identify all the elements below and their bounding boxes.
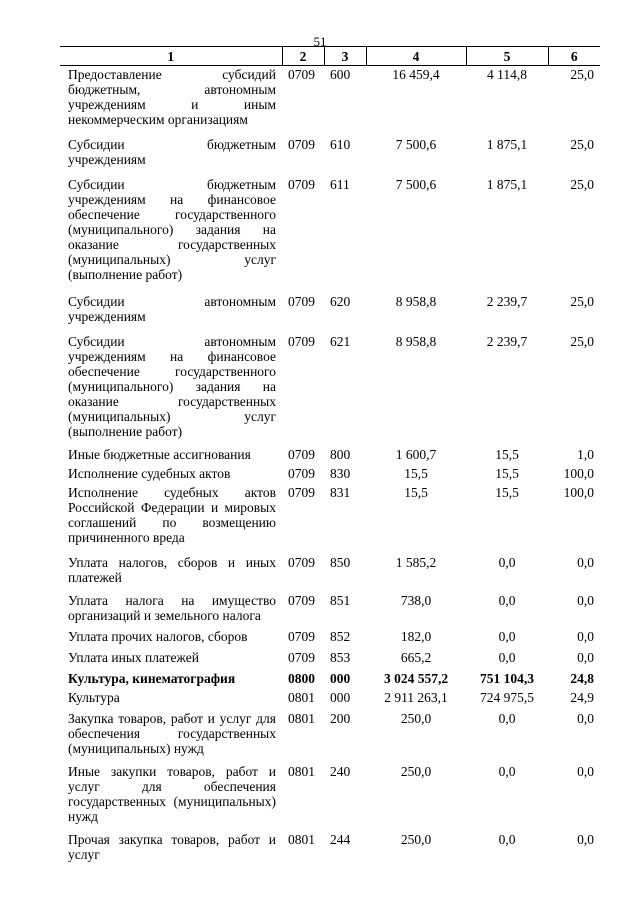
table-row bbox=[60, 167, 600, 282]
row-plan-cell: 8 958,8 bbox=[395, 294, 437, 309]
column-header-2: 2 bbox=[282, 47, 324, 66]
table-row bbox=[60, 282, 600, 324]
row-plan-cell: 8 958,8 bbox=[395, 334, 437, 349]
row-percent-cell: 0,0 bbox=[577, 555, 594, 570]
row-plan-cell: 250,0 bbox=[400, 832, 432, 847]
row-plan-cell: 3 024 557,2 bbox=[383, 671, 449, 686]
row-section-cell: 0709 bbox=[288, 447, 315, 462]
row-percent-cell: 0,0 bbox=[577, 832, 594, 847]
row-name-cell: Иные бюджетные ассигнования bbox=[68, 447, 251, 462]
table-row bbox=[60, 585, 600, 623]
row-section-cell: 0709 bbox=[288, 555, 315, 570]
row-section-cell: 0709 bbox=[288, 485, 315, 500]
row-plan-cell: 1 600,7 bbox=[395, 447, 437, 462]
row-section-cell: 0801 bbox=[288, 690, 315, 705]
row-name-cell: Субсидии бюджетным учреждениям bbox=[68, 137, 276, 167]
row-type-cell: 800 bbox=[330, 447, 351, 462]
row-plan-cell: 2 911 263,1 bbox=[384, 690, 448, 705]
row-section-cell: 0709 bbox=[288, 466, 315, 481]
row-section-cell: 0709 bbox=[288, 294, 315, 309]
row-actual-cell: 0,0 bbox=[498, 555, 516, 570]
row-percent-cell: 0,0 bbox=[577, 711, 594, 726]
row-actual-cell: 1 875,1 bbox=[486, 177, 528, 192]
row-plan-cell: 738,0 bbox=[400, 593, 432, 608]
column-header-6: 6 bbox=[548, 47, 600, 66]
table-header-row bbox=[60, 47, 600, 66]
row-plan-cell: 182,0 bbox=[400, 629, 432, 644]
row-type-cell: 852 bbox=[330, 629, 351, 644]
row-section-cell: 0709 bbox=[288, 67, 315, 82]
row-name-cell: Прочая закупка товаров, работ и услуг bbox=[68, 832, 276, 862]
row-plan-cell: 250,0 bbox=[400, 764, 432, 779]
page-number: 51 bbox=[313, 34, 327, 49]
row-percent-cell: 25,0 bbox=[570, 177, 594, 192]
table-row bbox=[60, 462, 600, 481]
row-section-cell: 0800 bbox=[288, 671, 315, 686]
row-section-cell: 0801 bbox=[288, 832, 315, 847]
row-actual-cell: 2 239,7 bbox=[486, 294, 528, 309]
row-section-cell: 0709 bbox=[288, 137, 315, 152]
row-type-cell: 000 bbox=[330, 671, 351, 686]
row-actual-cell: 0,0 bbox=[498, 711, 516, 726]
row-actual-cell: 0,0 bbox=[498, 629, 516, 644]
row-section-cell: 0709 bbox=[288, 629, 315, 644]
row-type-cell: 240 bbox=[330, 764, 351, 779]
row-name-cell: Исполнение судебных актов Российской Федерации и мировых соглашений по возмещению причиненного вреда bbox=[68, 485, 276, 545]
table-row bbox=[60, 665, 600, 686]
row-actual-cell: 15,5 bbox=[495, 485, 519, 500]
table-row bbox=[60, 545, 600, 585]
column-header-1: 1 bbox=[60, 47, 282, 66]
row-actual-cell: 15,5 bbox=[495, 447, 519, 462]
row-plan-cell: 15,5 bbox=[404, 466, 428, 481]
table-row bbox=[60, 756, 600, 824]
row-actual-cell: 0,0 bbox=[498, 764, 516, 779]
row-section-cell: 0709 bbox=[288, 177, 315, 192]
row-type-cell: 244 bbox=[330, 832, 351, 847]
row-name-cell: Иные закупки товаров, работ и услуг для обеспечения государственных (муниципальных) нужд bbox=[68, 764, 276, 824]
row-percent-cell: 0,0 bbox=[577, 764, 594, 779]
row-section-cell: 0709 bbox=[288, 334, 315, 349]
row-type-cell: 620 bbox=[330, 294, 351, 309]
row-type-cell: 610 bbox=[330, 137, 351, 152]
column-header-3: 3 bbox=[324, 47, 366, 66]
row-name-cell: Субсидии автономным учреждениям bbox=[68, 294, 276, 324]
row-percent-cell: 25,0 bbox=[570, 294, 594, 309]
row-actual-cell: 4 114,8 bbox=[487, 67, 527, 82]
row-name-cell: Предоставление субсидий бюджетным, автономным учреждениям и иным некоммерческим организациям bbox=[68, 67, 276, 127]
table-row bbox=[60, 481, 600, 545]
row-name-cell: Субсидии автономным учреждениям на финансовое обеспечение государственного (муниципального) задания на оказание государственных (муниципальных) услуг (выполнение работ) bbox=[68, 334, 276, 439]
row-type-cell: 851 bbox=[330, 593, 351, 608]
row-actual-cell: 0,0 bbox=[498, 593, 516, 608]
table-row bbox=[60, 824, 600, 862]
row-plan-cell: 16 459,4 bbox=[392, 67, 440, 82]
column-header-4: 4 bbox=[366, 47, 466, 66]
budget-table bbox=[60, 46, 600, 862]
row-percent-cell: 25,0 bbox=[570, 334, 594, 349]
table-body bbox=[60, 66, 600, 863]
row-name-cell: Закупка товаров, работ и услуг для обеспечения государственных (муниципальных) нужд bbox=[68, 711, 276, 756]
row-section-cell: 0801 bbox=[288, 764, 315, 779]
row-type-cell: 600 bbox=[330, 67, 351, 82]
table-row bbox=[60, 705, 600, 756]
table-row bbox=[60, 686, 600, 705]
row-section-cell: 0801 bbox=[288, 711, 315, 726]
row-type-cell: 831 bbox=[330, 485, 351, 500]
row-actual-cell: 1 875,1 bbox=[486, 137, 528, 152]
row-plan-cell: 665,2 bbox=[400, 650, 432, 665]
table-row bbox=[60, 439, 600, 462]
row-percent-cell: 0,0 bbox=[577, 593, 594, 608]
row-type-cell: 611 bbox=[330, 177, 350, 192]
row-actual-cell: 724 975,5 bbox=[480, 690, 534, 705]
table-row bbox=[60, 127, 600, 167]
row-type-cell: 850 bbox=[330, 555, 351, 570]
row-section-cell: 0709 bbox=[288, 650, 315, 665]
row-percent-cell: 1,0 bbox=[577, 447, 594, 462]
row-name-cell: Культура, кинематография bbox=[68, 671, 236, 686]
table-row bbox=[60, 623, 600, 644]
row-percent-cell: 100,0 bbox=[563, 466, 594, 481]
column-header-5: 5 bbox=[466, 47, 548, 66]
row-percent-cell: 24,9 bbox=[570, 690, 594, 705]
row-actual-cell: 15,5 bbox=[495, 466, 519, 481]
row-type-cell: 000 bbox=[330, 690, 351, 705]
row-percent-cell: 0,0 bbox=[577, 629, 594, 644]
table-row bbox=[60, 644, 600, 665]
table-row bbox=[60, 324, 600, 439]
row-name-cell: Уплата налогов, сборов и иных платежей bbox=[68, 555, 276, 585]
row-percent-cell: 24,8 bbox=[570, 671, 594, 686]
row-percent-cell: 100,0 bbox=[563, 485, 594, 500]
row-percent-cell: 25,0 bbox=[570, 67, 594, 82]
row-section-cell: 0709 bbox=[288, 593, 315, 608]
row-actual-cell: 0,0 bbox=[498, 650, 516, 665]
row-name-cell: Культура bbox=[68, 690, 120, 705]
row-percent-cell: 0,0 bbox=[577, 650, 594, 665]
row-actual-cell: 0,0 bbox=[498, 832, 516, 847]
table-row bbox=[60, 66, 600, 128]
row-type-cell: 200 bbox=[330, 711, 351, 726]
row-type-cell: 853 bbox=[330, 650, 351, 665]
row-name-cell: Уплата прочих налогов, сборов bbox=[68, 629, 248, 644]
row-plan-cell: 7 500,6 bbox=[395, 137, 437, 152]
row-plan-cell: 15,5 bbox=[404, 485, 428, 500]
row-name-cell: Исполнение судебных актов bbox=[68, 466, 231, 481]
row-name-cell: Уплата иных платежей bbox=[68, 650, 199, 665]
row-actual-cell: 2 239,7 bbox=[486, 334, 528, 349]
row-plan-cell: 250,0 bbox=[400, 711, 432, 726]
row-type-cell: 621 bbox=[330, 334, 351, 349]
row-percent-cell: 25,0 bbox=[570, 137, 594, 152]
row-plan-cell: 1 585,2 bbox=[395, 555, 437, 570]
row-name-cell: Субсидии бюджетным учреждениям на финансовое обеспечение государственного (муниципального) задания на оказание государственных (муниципальных) услуг (выполнение работ) bbox=[68, 177, 276, 282]
row-type-cell: 830 bbox=[330, 466, 351, 481]
row-plan-cell: 7 500,6 bbox=[395, 177, 437, 192]
row-actual-cell: 751 104,3 bbox=[480, 671, 534, 686]
row-name-cell: Уплата налога на имущество организаций и земельного налога bbox=[68, 593, 276, 623]
